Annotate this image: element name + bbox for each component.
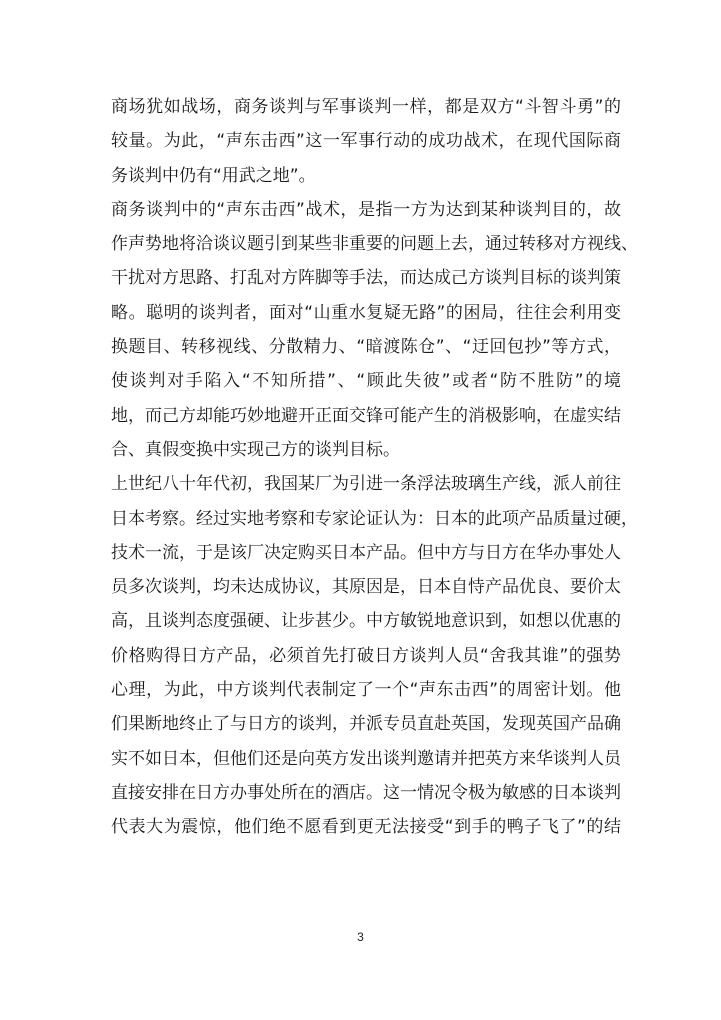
text-line: 价格购得日方产品，必须首先打破日方谈判人员“舍我其谁”的强势 [111, 645, 621, 666]
text-line: 商场犹如战场，商务谈判与军事谈判一样，都是双方“斗智斗勇”的 [111, 97, 621, 117]
page-number: 3 [357, 930, 364, 944]
text-line: 合、真假变换中实现己方的谈判目标。 [111, 439, 400, 460]
text-line: 换题目、转移视线、分散精力、“暗渡陈仓”、“迂回包抄”等方式， [111, 337, 621, 358]
text-line: 直接安排在日方办事处所在的酒店。这一情况令极为敏感的日本谈判 [111, 782, 621, 803]
text-line: 实不如日本，但他们还是向英方发出谈判邀请并把英方来华谈判人员 [111, 748, 621, 769]
text-line: 务谈判中仍有“用武之地”。 [111, 165, 316, 186]
text-line: 作声势地将洽谈议题引到某些非重要的问题上去，通过转移对方视线、 [111, 234, 638, 255]
text-line: 较量。为此，“声东击西”这一军事行动的成功战术，在现代国际商 [111, 131, 621, 152]
text-line: 商务谈判中的“声东击西”战术，是指一方为达到某种谈判目的，故 [111, 199, 621, 220]
text-line: 高，且谈判态度强硬、让步甚少。中方敏锐地意识到，如想以优惠的 [111, 611, 621, 632]
text-line: 略。聪明的谈判者，面对“山重水复疑无路”的困局，往往会利用变 [111, 302, 621, 323]
text-line: 干扰对方思路、打乱对方阵脚等手法，而达成己方谈判目标的谈判策 [111, 268, 621, 289]
text-line: 员多次谈判，均未达成协议，其原因是，日本自恃产品优良、要价太 [111, 577, 621, 598]
text-line: 使谈判对手陷入“不知所措”、“顾此失彼”或者“防不胜防”的境 [111, 371, 621, 392]
text-line: 日本考察。经过实地考察和专家论证认为：日本的此项产品质量过硬， [111, 508, 638, 529]
body-text [111, 90, 638, 845]
text-line: 代表大为震惊，他们绝不愿看到更无法接受“到手的鸭子飞了”的结 [111, 817, 621, 838]
text-line: 地，而己方却能巧妙地避开正面交锋可能产生的消极影响，在虚实结 [111, 405, 621, 426]
text-line: 心理，为此，中方谈判代表制定了一个“声东击西”的周密计划。他 [111, 680, 621, 701]
text-line: 技术一流，于是该厂决定购买日本产品。但中方与日方在华办事处人 [111, 542, 621, 563]
text-line: 们果断地终止了与日方的谈判，并派专员直赴英国，发现英国产品确 [111, 714, 621, 735]
text-line: 上世纪八十年代初，我国某厂为引进一条浮法玻璃生产线，派人前往 [111, 474, 621, 495]
